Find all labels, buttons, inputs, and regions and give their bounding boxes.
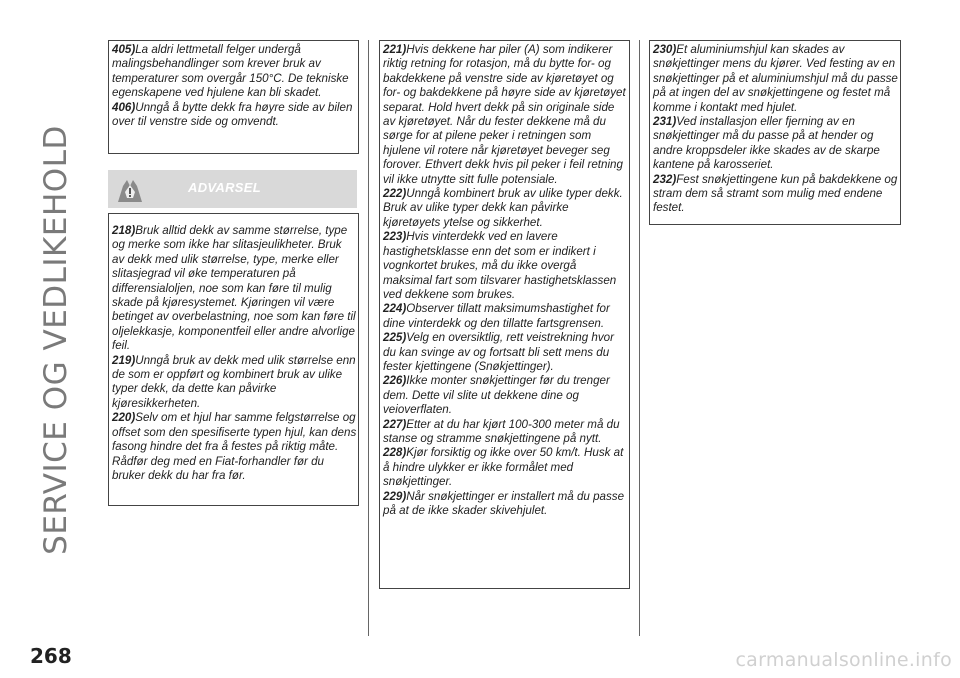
warning-218: 218)Bruk alltid dekk av samme størrelse, type og merke som ikke har slitasjeulikheter. Bruk av dekk med ulik størrelse, type, merke eller slitasjegrad vil øke temperaturen på differensialoljen, noe som kan føre til mulig skade på kjøresystemet. Kjøringen vil være betinget av overbelastning, noe som kan føre til oljelekkasje, komponentfeil eller andre alvorlige feil. xyxy=(112,224,356,353)
page-number: 268 xyxy=(30,644,72,668)
column-divider-2 xyxy=(639,40,640,636)
column3-text xyxy=(653,43,899,216)
warning-229: 229)Når snøkjettinger er installert må du passe på at de ikke skader skivehjulet. xyxy=(383,489,625,517)
warning-text xyxy=(112,224,357,483)
note-405: 405)La aldri lettmetall felger undergå malingsbehandlinger som krever bruk av temperaturer som overgår 150°C. De tekniske egenskapene ved hjulene kan bli skadet. xyxy=(112,43,349,100)
warning-227: 227)Etter at du har kjørt 100-300 meter må du stanse og stramme snøkjettingene på nytt. xyxy=(383,417,620,445)
warning-225: 225)Velg en oversiktlig, rett veistrekning hvor du kan svinge av og fortsatt bli sett mens du fester kjettingene (Snøkjettinger). xyxy=(383,331,614,373)
warning-232: 232)Fest snøkjettingene kun på bakdekkene og stram dem så stramt som mulig med endene festet. xyxy=(653,172,898,215)
warning-223: 223)Hvis vinterdekk ved en lavere hastighetsklasse enn det som er indikert i vognkortet brukes, må du ikke overgå maksimal fart som tilsvarer hastighetsklassen ved dekkene som brukes. xyxy=(383,230,617,301)
section-title: SERVICE OG VEDLIKEHOLD xyxy=(38,125,74,555)
warning-221: 221)Hvis dekkene har piler (A) som indikerer riktig retning for rotasjon, må du bytte for- og bakdekkene på venstre side av kjøretøyet og for- og bakdekkene på høyre side av kjøretøyet separat. Hold hvert dekk på sin originale side av kjøretøyet. Når du fester dekkene må du sørge for at pilene peker i retningen som hjulene vil rotere når kjøretøyet beveger seg forover. Ethvert dekk hvis pil peker i feil retning vil ikke utnytte sitt fulle potensiale. xyxy=(383,43,626,186)
warning-222: 222)Unngå kombinert bruk av ulike typer dekk. Bruk av ulike typer dekk kan påvirke kjøretøyets ytelse og sikkerhet. xyxy=(383,187,623,229)
column-divider-1 xyxy=(368,40,369,636)
note-406: 406)Unngå å bytte dekk fra høyre side av bilen over til venstre side og omvendt. xyxy=(112,100,353,129)
warning-230: 230)Et aluminiumshjul kan skades av snøkjettinger mens du kjører. Ved festing av en snøkjettinger på et aluminiumshjul må du passe på at ingen del av snøkjettingene og festet må komme i kontakt med hjulet. xyxy=(653,43,898,114)
warning-224: 224)Observer tillatt maksimumshastighet for dine vinterdekk og den tillatte fartsgrensen. xyxy=(383,302,610,330)
warning-header xyxy=(108,170,357,208)
column2-text xyxy=(383,43,628,518)
warning-228: 228)Kjør forsiktig og ikke over 50 km/t. Husk at å hindre ulykker er ikke formålet med snøkjettinger. xyxy=(383,446,624,489)
warning-219: 219)Unngå bruk av dekk med ulik størrelse enn de som er oppført og kombinert bruk av ulike typer dekk, da dette kan påvirke kjøresikkerheten. xyxy=(112,353,356,410)
warning-hand-icon xyxy=(115,176,145,204)
warning-226: 226)Ikke monter snøkjettinger før du trenger dem. Dette vil slite ut dekkene dine og veioverflaten. xyxy=(383,374,610,417)
warning-231: 231)Ved installasjon eller fjerning av en snøkjettinger må du passe på at hender og andre kroppsdeler ikke skades av de skarpe kantene på karosseriet. xyxy=(653,115,880,172)
warning-220: 220)Selv om et hjul har samme felgstørrelse og offset som den spesifiserte typen hjul, kan dens fasong hindre det fra å festes på riktig måte. Rådfør deg med en Fiat-forhandler før du bruker dekk du har fra før. xyxy=(112,411,357,482)
notes-text-top xyxy=(112,43,357,129)
watermark: carmanualsonline.info xyxy=(735,649,952,671)
warning-title: ADVARSEL xyxy=(188,180,261,195)
